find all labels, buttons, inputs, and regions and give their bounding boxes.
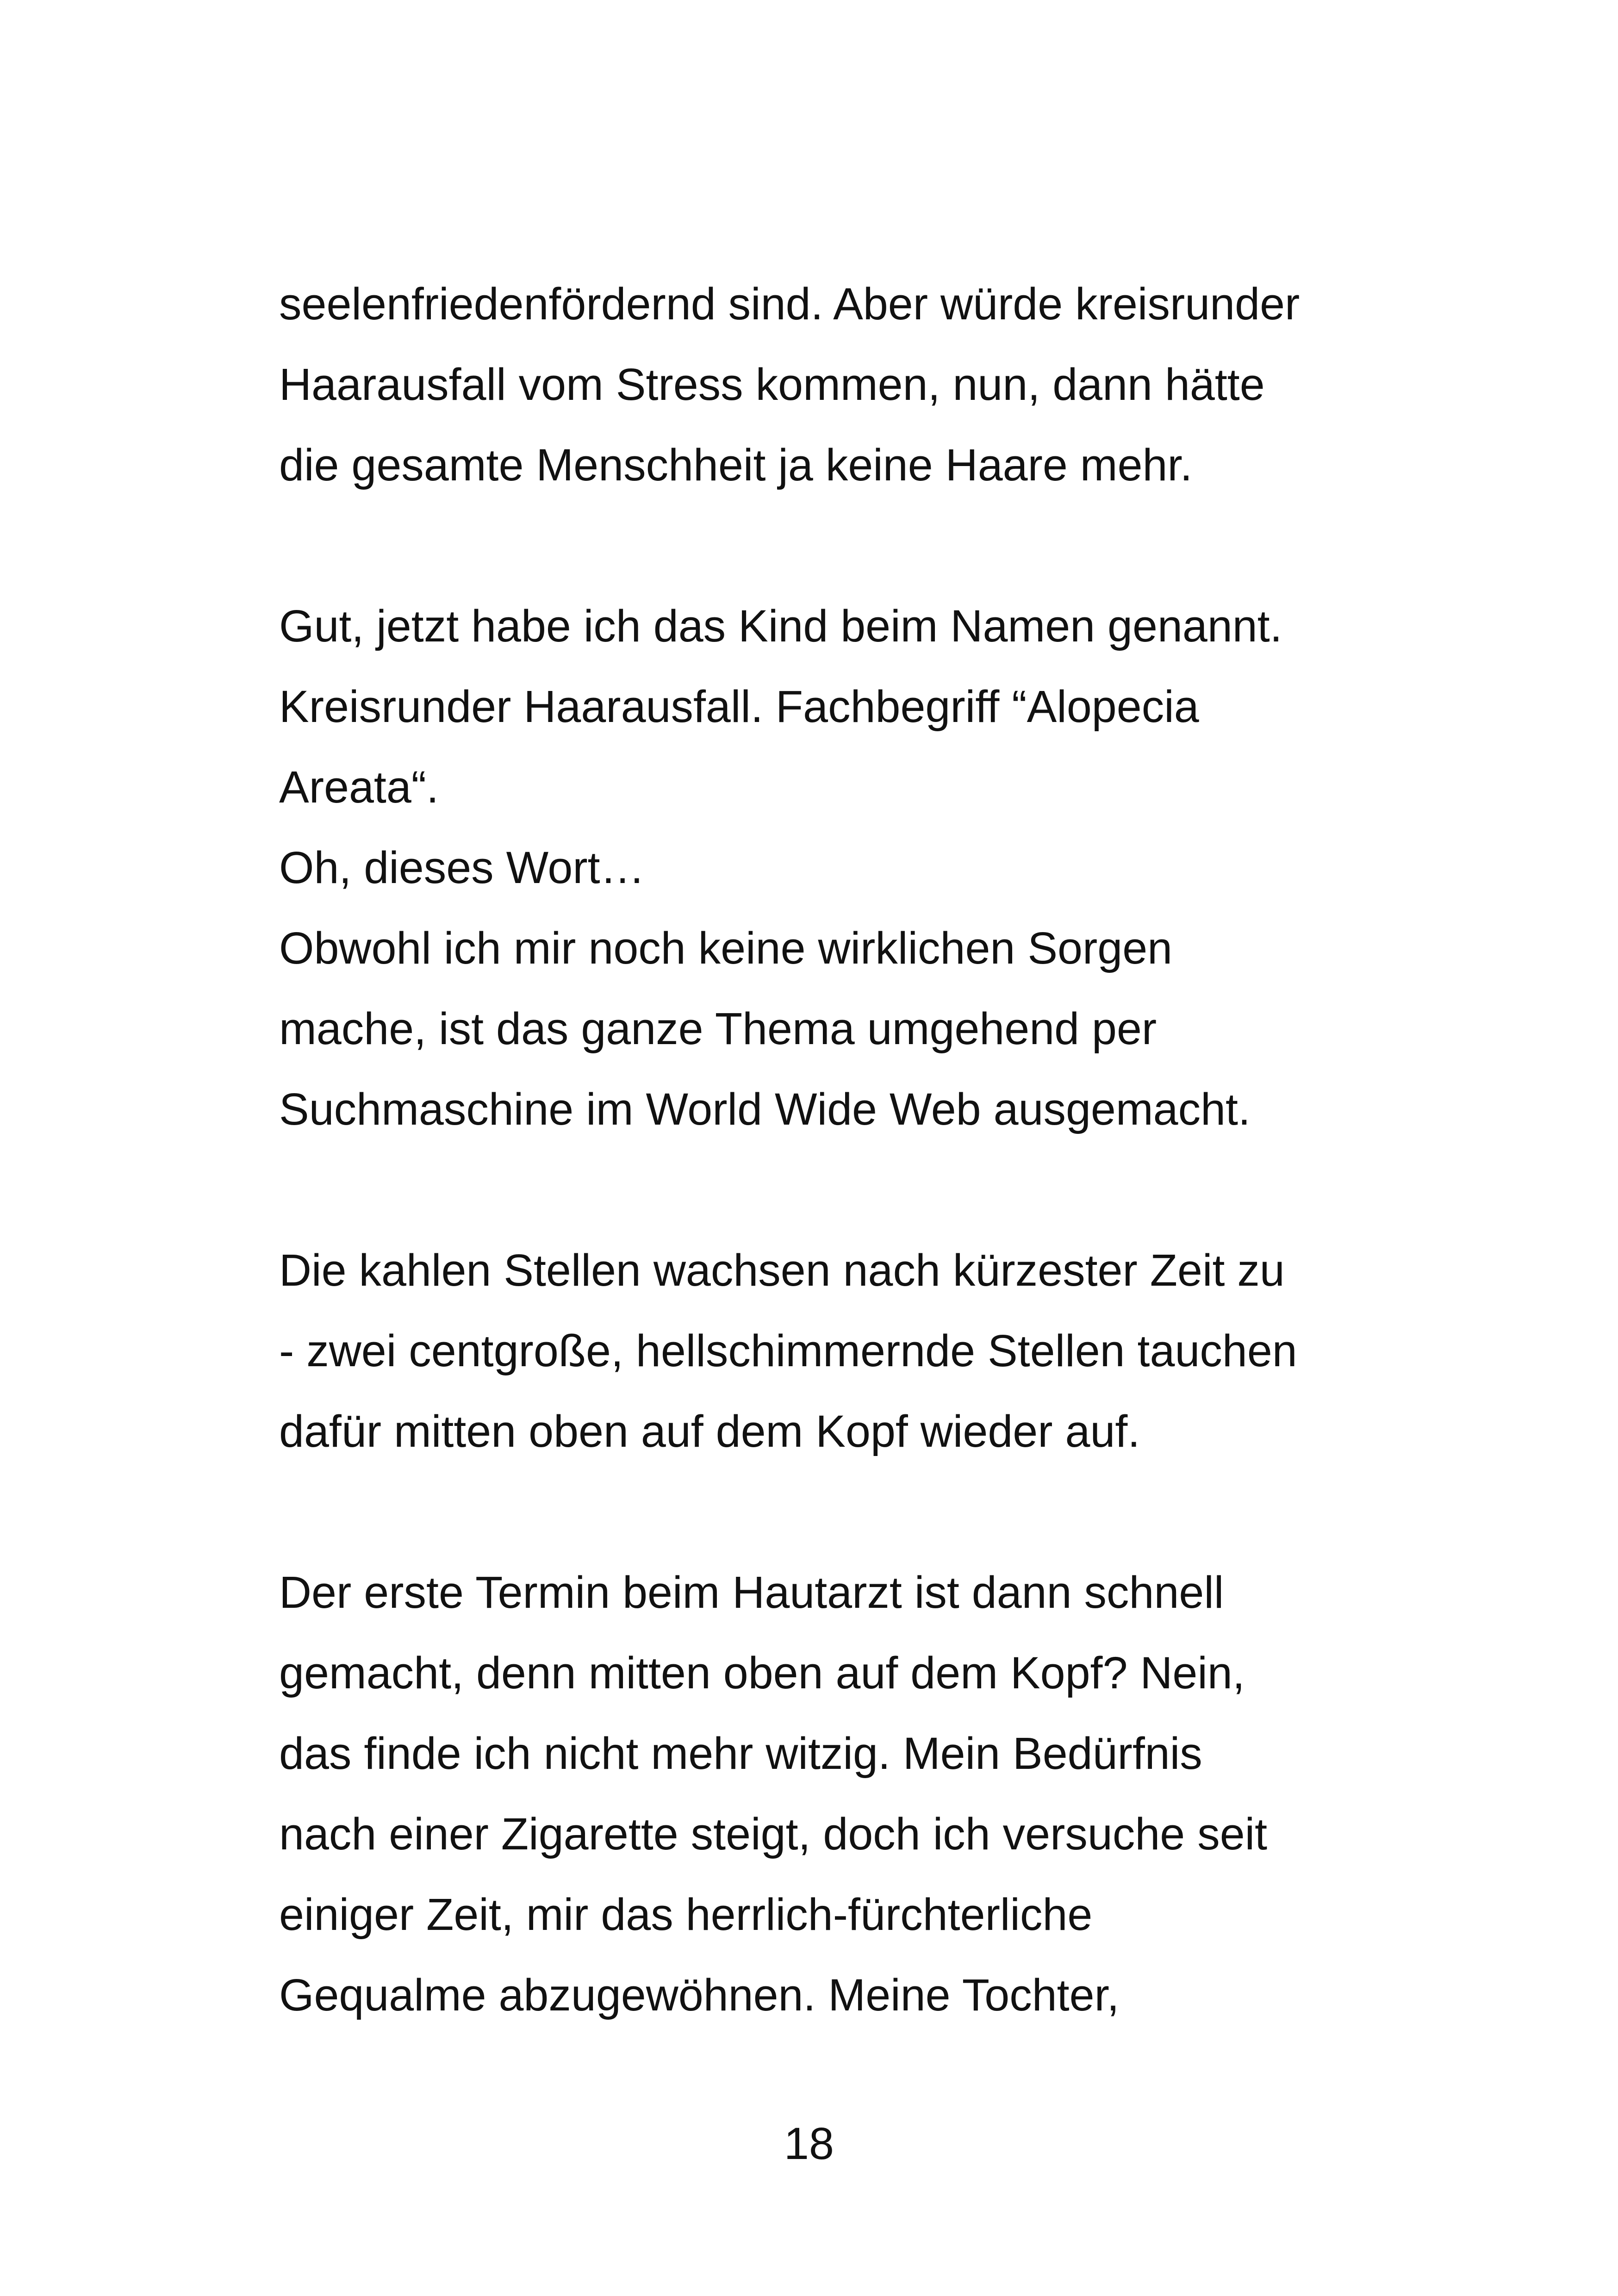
text-line: Die kahlen Stellen wachsen nach kürzester Zeit zu bbox=[279, 1245, 1285, 1295]
text-line: Gut, jetzt habe ich das Kind beim Namen genannt. bbox=[279, 601, 1282, 651]
paragraph-gap bbox=[279, 1150, 1390, 1230]
text-line: dafür mitten oben auf dem Kopf wieder auf. bbox=[279, 1406, 1140, 1456]
text-line: einiger Zeit, mir das herrlich-fürchterliche bbox=[279, 1889, 1093, 1940]
text-line: Kreisrunder Haarausfall. Fachbegriff “Alopecia bbox=[279, 681, 1199, 732]
text-line: Areata“. bbox=[279, 762, 439, 812]
text-line: Obwohl ich mir noch keine wirklichen Sorgen bbox=[279, 923, 1173, 973]
text-line: nach einer Zigarette steigt, doch ich versuche seit bbox=[279, 1809, 1268, 1859]
paragraph-1 bbox=[279, 264, 1390, 505]
paragraph-2 bbox=[279, 586, 1390, 1150]
paragraph-gap bbox=[279, 505, 1390, 586]
text-line: Der erste Termin beim Hautarzt ist dann schnell bbox=[279, 1567, 1224, 1618]
text-line: das finde ich nicht mehr witzig. Mein Bedürfnis bbox=[279, 1728, 1202, 1779]
paragraph-3 bbox=[279, 1230, 1390, 1472]
text-line: Oh, dieses Wort… bbox=[279, 842, 645, 893]
text-line: seelenfriedenfördernd sind. Aber würde kreisrunder bbox=[279, 279, 1300, 329]
paragraph-gap bbox=[279, 1472, 1390, 1552]
text-line: Gequalme abzugewöhnen. Meine Tochter, bbox=[279, 1970, 1120, 2020]
text-line: die gesamte Menschheit ja keine Haare mehr. bbox=[279, 440, 1193, 490]
text-line: - zwei centgroße, hellschimmernde Stellen tauchen bbox=[279, 1325, 1297, 1376]
text-line: gemacht, denn mitten oben auf dem Kopf? Nein, bbox=[279, 1648, 1245, 1698]
page-number: 18 bbox=[784, 2118, 834, 2169]
text-line: Suchmaschine im World Wide Web ausgemacht. bbox=[279, 1084, 1251, 1134]
text-line: mache, ist das ganze Thema umgehend per bbox=[279, 1003, 1157, 1054]
body-text bbox=[279, 264, 1390, 2035]
text-line: Haarausfall vom Stress kommen, nun, dann hätte bbox=[279, 359, 1265, 410]
paragraph-4 bbox=[279, 1552, 1390, 2035]
